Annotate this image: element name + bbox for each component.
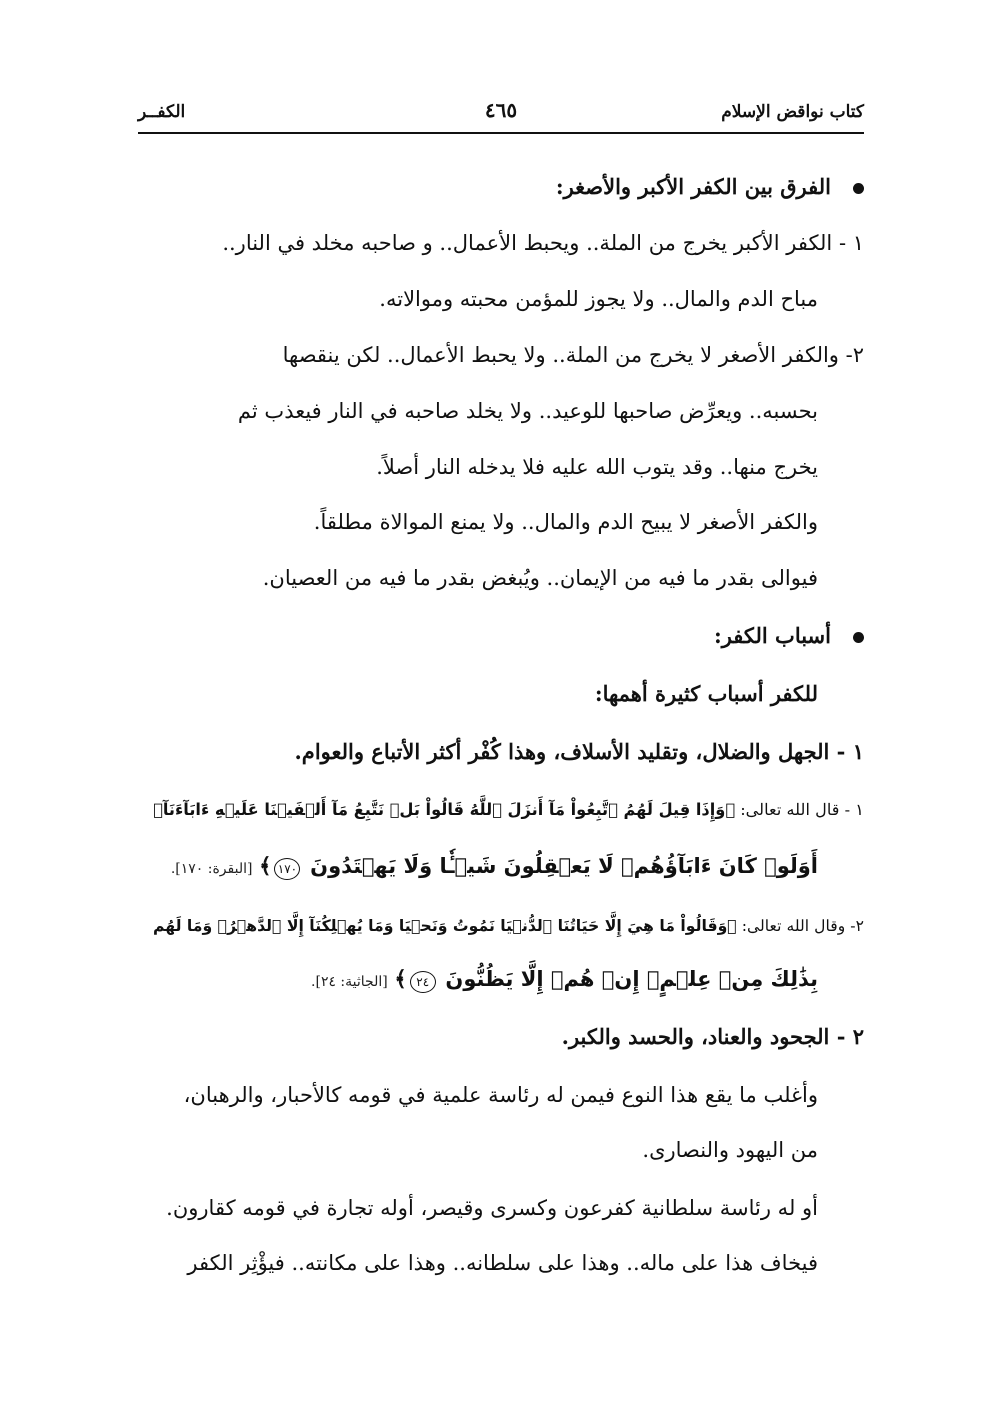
- verse-text: أَوَلَوۡ كَانَ ءَابَآؤُهُمۡ لَا يَعۡقِلُونَ شَيۡـٔٗا وَلَا يَهۡتَدُونَ: [310, 854, 818, 878]
- verse-prefix: ١ - قال الله تعالى:: [740, 800, 864, 819]
- book-title: كتاب نواقض الإسلام: [721, 102, 864, 122]
- chapter-title: الكفــر: [138, 102, 186, 122]
- paragraph-line: يخرج منها.. وقد يتوب الله عليه فلا يدخله النار أصلاً.: [376, 455, 818, 479]
- paragraph-line: مباح الدم والمال.. ولا يجوز للمؤمن محبته وموالاته.: [379, 287, 818, 311]
- verse-prefix: ٢- وقال الله تعالى:: [741, 916, 864, 935]
- paragraph-line: وأغلب ما يقع هذا النوع فيمن له رئاسة علمية في قومه كالأحبار، والرهبان،: [183, 1083, 818, 1107]
- closing-bracket: ﴾: [259, 854, 272, 878]
- intro-line: للكفر أسباب كثيرة أهمها:: [594, 681, 818, 706]
- verse-text: ﴿وَقَالُواْ مَا هِيَ إِلَّا حَيَاتُنَا ٱلدُّنۡيَا نَمُوتُ وَنَحۡيَا وَمَا يُهۡلِكُنَآ إِلَّا ٱلدَّهۡرُۚ وَمَا لَهُم: [152, 916, 737, 935]
- section-heading-difference: [556, 172, 864, 202]
- ayah-number: ٢٤: [410, 971, 436, 993]
- bullet-icon: [853, 183, 864, 194]
- heading-text: أسباب الكفر:: [713, 623, 831, 648]
- verse-line: [153, 911, 864, 941]
- verse-text: بِذَٰلِكَ مِنۡ عِلۡمٍۖ إِنۡ هُمۡ إِلَّا يَظُنُّونَ: [445, 967, 818, 991]
- verse-line: [311, 964, 818, 997]
- paragraph-line: ١ - الكفر الأكبر يخرج من الملة.. ويحبط الأعمال.. و صاحبه مخلد في النار..: [222, 231, 864, 255]
- closing-bracket: ﴾: [394, 967, 407, 991]
- paragraph-line: ٢- والكفر الأصغر لا يخرج من الملة.. ولا يحبط الأعمال.. لكن ينقصها: [282, 343, 864, 367]
- verse-reference: [البقرة: ١٧٠].: [170, 861, 253, 877]
- page-number: ٤٦٥: [484, 98, 518, 122]
- cause-heading: ١ - الجهل والضلال، وتقليد الأسلاف، وهذا كُفْر أكثر الأتباع والعوام.: [294, 739, 864, 764]
- running-header: [138, 96, 864, 130]
- heading-text: الفرق بين الكفر الأكبر والأصغر:: [555, 174, 831, 199]
- paragraph-line: والكفر الأصغر لا يبيح الدم والمال.. ولا يمنع الموالاة مطلقاً.: [313, 510, 818, 534]
- paragraph-line: فيوالى بقدر ما فيه من الإيمان.. ويُبغض بقدر ما فيه من العصيان.: [262, 566, 818, 590]
- verse-line: [171, 851, 818, 884]
- verse-text: ﴿وَإِذَا قِيلَ لَهُمُ ٱتَّبِعُواْ مَآ أَنزَلَ ٱللَّهُ قَالُواْ بَلۡ نَتَّبِعُ مَآ أَلۡفَيۡنَا عَلَيۡهِ ءَابَآءَنَآۚ: [153, 800, 736, 819]
- verse-line: [153, 795, 864, 825]
- header-divider: [138, 132, 864, 134]
- ayah-number: ١٧٠: [274, 858, 300, 880]
- paragraph-line: بحسبه.. ويعرِّض صاحبها للوعيد.. ولا يخلد صاحبه في النار فيعذب ثم: [237, 399, 818, 423]
- section-heading-causes: [714, 621, 864, 651]
- paragraph-line: من اليهود والنصارى.: [642, 1138, 818, 1162]
- verse-reference: [الجاثية: ٢٤].: [311, 974, 388, 990]
- paragraph-line: فيخاف هذا على ماله.. وهذا على سلطانه.. وهذا على مكانته.. فيؤْثِر الكفر: [187, 1251, 818, 1275]
- paragraph-line: أو له رئاسة سلطانية كفرعون وكسرى وقيصر، أوله تجارة في قومه كقارون.: [166, 1196, 818, 1220]
- bullet-icon: [853, 632, 864, 643]
- cause-heading: ٢ - الجحود والعناد، والحسد والكبر.: [561, 1024, 864, 1049]
